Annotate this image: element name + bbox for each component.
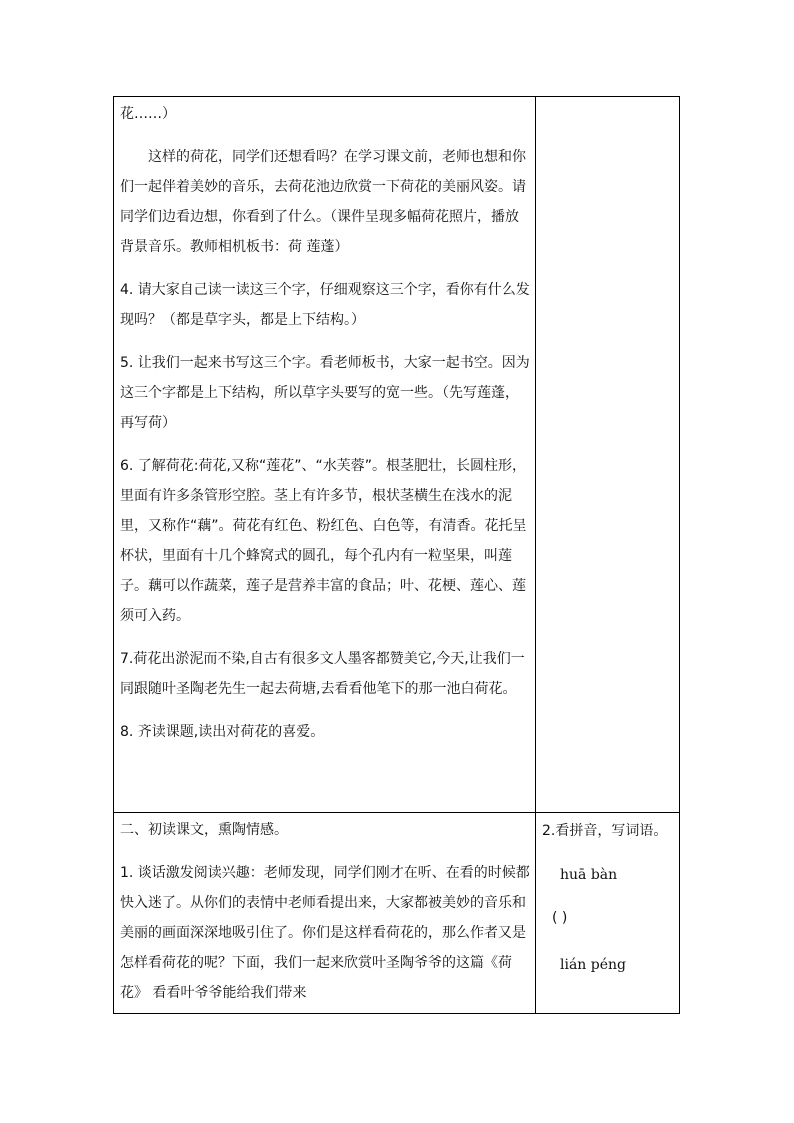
- column-divider: [535, 97, 536, 1013]
- answer-blank-1[interactable]: ( ): [552, 910, 568, 926]
- top-main-cell: [120, 99, 530, 747]
- bottom-side-cell: [542, 817, 678, 1007]
- pinyin-hint-2: lián péng: [560, 957, 626, 973]
- paragraph-step-7: 7.荷花出淤泥而不染,自古有很多文人墨客都赞美它,今天,让我们一同跟随叶圣陶老先生一起去荷塘,去看看他笔下的那一池白荷花。: [120, 651, 525, 697]
- exercise-task: 2.看拼音，写词语。: [542, 823, 668, 839]
- pinyin-hint-1: huā bàn: [560, 867, 618, 883]
- paragraph-step-4: 4. 请大家自己读一读这三个字，仔细观察这三个字，看你有什么发现吗？（都是草字头，都是上下结构。）: [120, 282, 530, 328]
- lesson-plan-table: [113, 96, 680, 1014]
- paragraph-step-1: 1. 谈话激发阅读兴趣：老师发现，同学们刚才在听、在看的时候都快入迷了。从你们的表情中老师看提出来，大家都被美妙的音乐和美丽的画面深深地吸引住了。你们是这样看荷花的，那么作者又是怎样看荷花的呢？下面，我们一起来欣赏叶圣陶爷爷的这篇《荷花》 看看叶爷爷能给我们带来: [120, 865, 530, 1001]
- bottom-main-cell: [120, 815, 530, 1008]
- section-heading: 二、初读课文，熏陶情感。: [120, 822, 288, 838]
- paragraph-continuation: 花……）: [120, 106, 176, 122]
- paragraph-step-5: 5. 让我们一起来书写这三个字。看老师板书，大家一起书空。因为这三个字都是上下结构，所以草字头要写的宽一些。（先写莲蓬，再写荷）: [120, 355, 530, 431]
- paragraph-step-8: 8. 齐读课题,读出对荷花的喜爱。: [120, 724, 325, 740]
- row-divider: [114, 812, 679, 813]
- paragraph-lotus-viewing: 这样的荷花，同学们还想看吗？在学习课文前，老师也想和你们一起伴着美妙的音乐，去荷花池边欣赏一下荷花的美丽风姿。请同学们边看边想，你看到了什么。（课件呈现多幅荷花照片，播放背景音乐。教师相机板书：荷 莲蓬）: [120, 149, 526, 255]
- paragraph-step-6: 6. 了解荷花:荷花,又称“莲花”、“水芙蓉”。根茎肥壮，长圆柱形，里面有许多条管形空腔。茎上有许多节，根状茎横生在浅水的泥里，又称作“藕”。荷花有红色、粉红色、白色等，有清香。花托呈杯状，里面有十几个蜂窝式的圆孔，每个孔内有一粒坚果，叫莲子。藕可以作蔬菜，莲子是营养丰富的食品；叶、花梗、莲心、莲须可入药。: [120, 458, 527, 624]
